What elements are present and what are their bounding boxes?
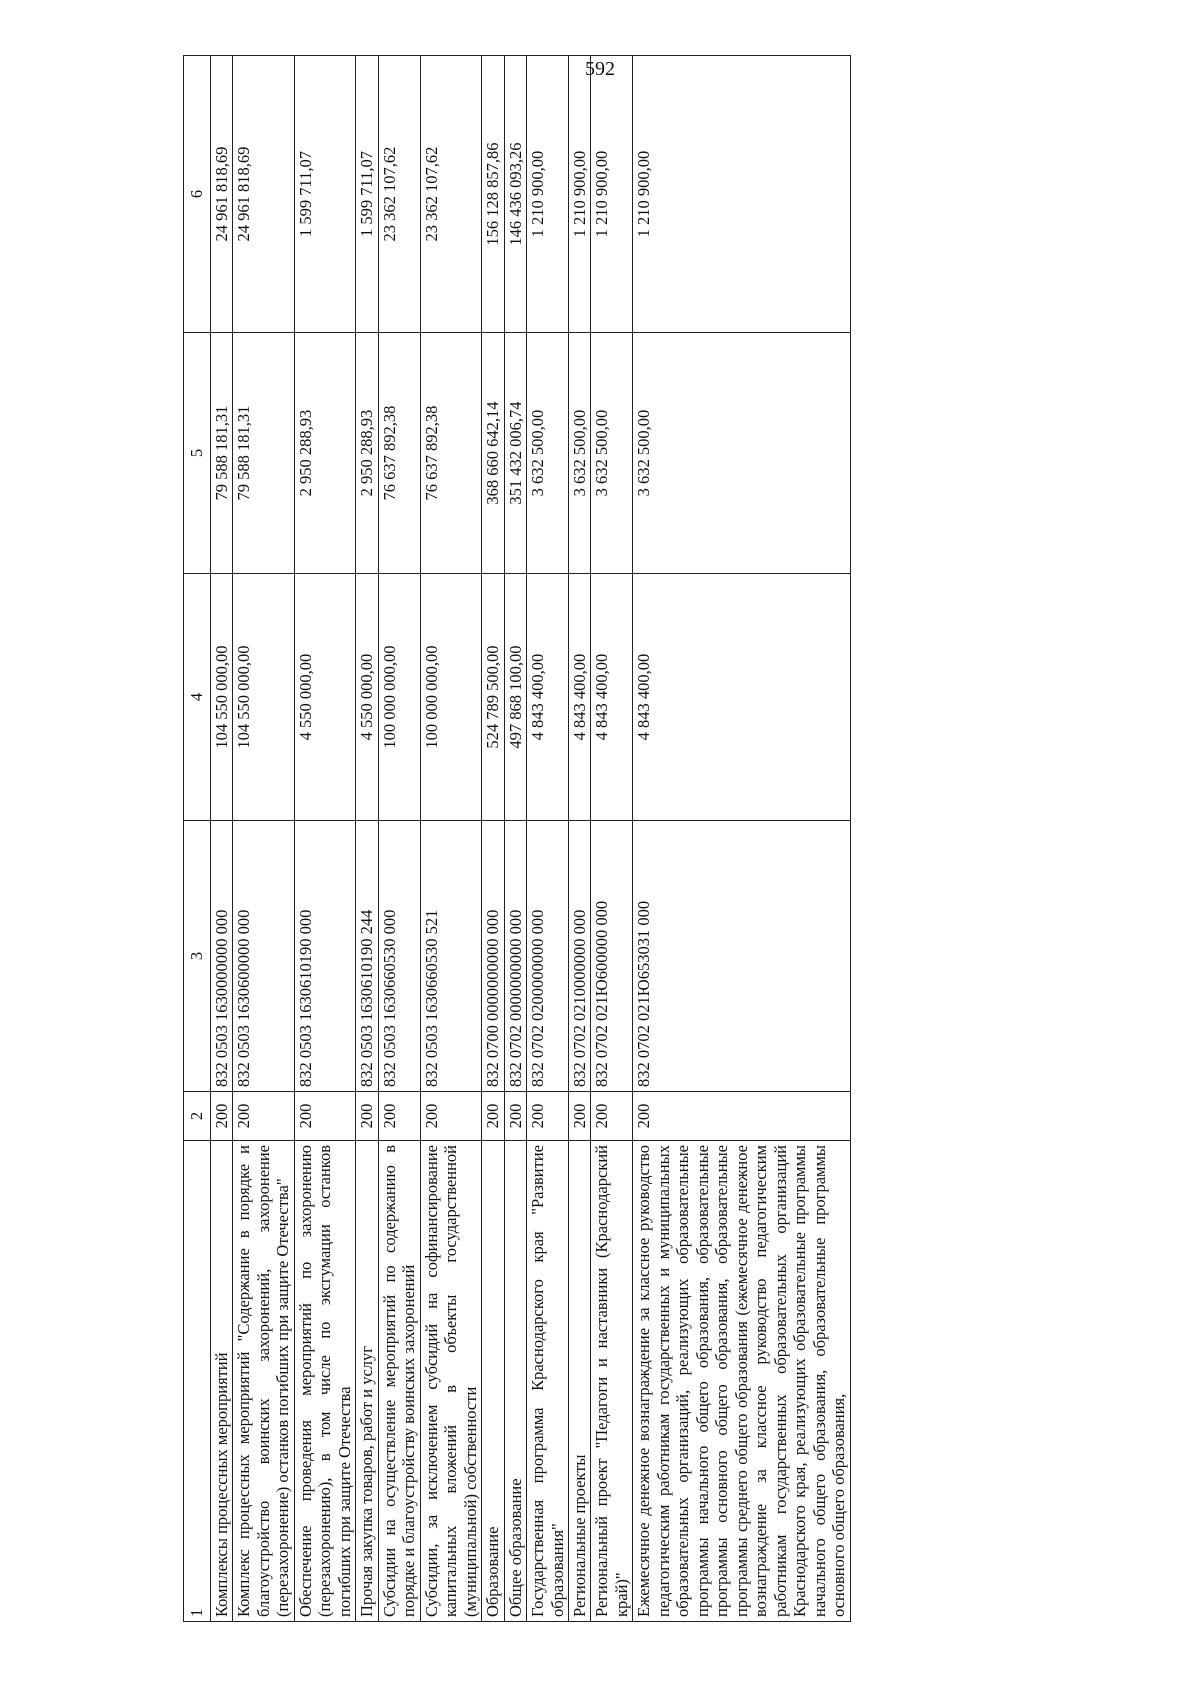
row-fact-cell: 79 588 181,31 xyxy=(211,333,233,574)
row-code-cell: 200 xyxy=(504,1092,526,1141)
row-name-cell: Региональный проект "Педагоги и наставники (Краснодарский край)" xyxy=(591,1141,633,1622)
row-fact-cell: 2 950 288,93 xyxy=(356,333,378,574)
row-plan-cell: 104 550 000,00 xyxy=(211,574,233,821)
page-number: 592 xyxy=(585,58,615,80)
row-name-cell: Субсидии, за исключением субсидий на софинансирование капитальных вложений в объекты государственной (муниципальной) собственности xyxy=(420,1141,481,1622)
row-fact-cell: 3 632 500,00 xyxy=(527,333,569,574)
row-plan-cell: 4 843 400,00 xyxy=(527,574,569,821)
row-rest-cell: 156 128 857,86 xyxy=(482,56,504,333)
row-kbk-cell: 832 0702 0000000000 000 xyxy=(504,821,526,1092)
row-fact-cell: 3 632 500,00 xyxy=(633,333,850,574)
row-name-cell: Субсидии на осуществление мероприятий по содержанию в порядке и благоустройству воинских захоронений xyxy=(378,1141,420,1622)
row-kbk-cell: 832 0503 1630660530 521 xyxy=(420,821,481,1092)
row-rest-cell: 1 210 900,00 xyxy=(568,56,590,333)
row-rest-cell: 1 210 900,00 xyxy=(633,56,850,333)
row-fact-cell: 351 432 006,74 xyxy=(504,333,526,574)
header-col-1: 1 xyxy=(184,1141,211,1622)
row-fact-cell: 79 588 181,31 xyxy=(233,333,294,574)
row-fact-cell: 2 950 288,93 xyxy=(294,333,355,574)
row-kbk-cell: 832 0702 0200000000 000 xyxy=(527,821,569,1092)
row-kbk-cell: 832 0503 1630600000 000 xyxy=(233,821,294,1092)
table-row xyxy=(591,56,633,1622)
row-code-cell: 200 xyxy=(420,1092,481,1141)
row-name-cell: Комплекс процессных мероприятий "Содержание в порядке и благоустройство воинских захоронений, захоронение (перезахоронение) останков погибших при защите Отечества" xyxy=(233,1141,294,1622)
table-row xyxy=(211,56,233,1622)
row-plan-cell: 497 868 100,00 xyxy=(504,574,526,821)
table-body xyxy=(211,56,851,1622)
table-row xyxy=(568,56,590,1622)
row-fact-cell: 76 637 892,38 xyxy=(378,333,420,574)
header-col-3: 3 xyxy=(184,821,211,1092)
row-plan-cell: 4 550 000,00 xyxy=(356,574,378,821)
table-row xyxy=(504,56,526,1622)
row-rest-cell: 1 599 711,07 xyxy=(294,56,355,333)
row-name-cell: Общее образование xyxy=(504,1141,526,1622)
row-name-cell: Государственная программа Краснодарского края "Развитие образования" xyxy=(527,1141,569,1622)
row-code-cell: 200 xyxy=(211,1092,233,1141)
row-rest-cell: 1 599 711,07 xyxy=(356,56,378,333)
header-col-6: 6 xyxy=(184,56,211,333)
row-plan-cell: 104 550 000,00 xyxy=(233,574,294,821)
row-code-cell: 200 xyxy=(482,1092,504,1141)
row-kbk-cell: 832 0702 021Ю653031 000 xyxy=(633,821,850,1092)
row-plan-cell: 100 000 000,00 xyxy=(420,574,481,821)
row-code-cell: 200 xyxy=(233,1092,294,1141)
header-col-4: 4 xyxy=(184,574,211,821)
row-fact-cell: 3 632 500,00 xyxy=(591,333,633,574)
table-row xyxy=(527,56,569,1622)
row-kbk-cell: 832 0702 021Ю600000 000 xyxy=(591,821,633,1092)
row-code-cell: 200 xyxy=(591,1092,633,1141)
table-row xyxy=(482,56,504,1622)
row-code-cell: 200 xyxy=(527,1092,569,1141)
row-fact-cell: 76 637 892,38 xyxy=(420,333,481,574)
row-code-cell: 200 xyxy=(294,1092,355,1141)
row-name-cell: Комплексы процессных мероприятий xyxy=(211,1141,233,1622)
row-name-cell: Региональные проекты xyxy=(568,1141,590,1622)
table-row xyxy=(356,56,378,1622)
row-name-cell: Образование xyxy=(482,1141,504,1622)
row-kbk-cell: 832 0503 1630000000 000 xyxy=(211,821,233,1092)
table-row xyxy=(294,56,355,1622)
table-row xyxy=(233,56,294,1622)
row-kbk-cell: 832 0702 0210000000 000 xyxy=(568,821,590,1092)
budget-table xyxy=(183,55,851,1622)
table-row xyxy=(378,56,420,1622)
row-plan-cell: 4 843 400,00 xyxy=(633,574,850,821)
row-plan-cell: 4 843 400,00 xyxy=(568,574,590,821)
row-fact-cell: 3 632 500,00 xyxy=(568,333,590,574)
row-plan-cell: 4 550 000,00 xyxy=(294,574,355,821)
header-col-5: 5 xyxy=(184,333,211,574)
row-rest-cell: 146 436 093,26 xyxy=(504,56,526,333)
row-plan-cell: 524 789 500,00 xyxy=(482,574,504,821)
row-code-cell: 200 xyxy=(378,1092,420,1141)
row-rest-cell: 1 210 900,00 xyxy=(591,56,633,333)
header-col-2: 2 xyxy=(184,1092,211,1141)
row-fact-cell: 368 660 642,14 xyxy=(482,333,504,574)
table-row xyxy=(633,56,850,1622)
row-kbk-cell: 832 0503 1630660530 000 xyxy=(378,821,420,1092)
row-code-cell: 200 xyxy=(356,1092,378,1141)
row-rest-cell: 23 362 107,62 xyxy=(378,56,420,333)
row-rest-cell: 23 362 107,62 xyxy=(420,56,481,333)
row-code-cell: 200 xyxy=(633,1092,850,1141)
row-rest-cell: 24 961 818,69 xyxy=(211,56,233,333)
rotated-table-container xyxy=(183,110,1109,1622)
row-name-cell: Обеспечение проведения мероприятий по захоронению (перезахоронению), в том числе по эксгумации останков погибших при защите Отечества xyxy=(294,1141,355,1622)
row-kbk-cell: 832 0700 0000000000 000 xyxy=(482,821,504,1092)
row-name-cell: Прочая закупка товаров, работ и услуг xyxy=(356,1141,378,1622)
row-plan-cell: 100 000 000,00 xyxy=(378,574,420,821)
row-kbk-cell: 832 0503 1630610190 244 xyxy=(356,821,378,1092)
row-rest-cell: 1 210 900,00 xyxy=(527,56,569,333)
row-plan-cell: 4 843 400,00 xyxy=(591,574,633,821)
row-code-cell: 200 xyxy=(568,1092,590,1141)
table-row xyxy=(420,56,481,1622)
row-name-cell: Ежемесячное денежное вознаграждение за классное руководство педагогическим работникам государственных и муниципальных образовательных организаций, реализующих образовательные программы начального общего образования, образовательные программы основного общего образования, образовательные программы среднего общего образования (ежемесячное денежное вознаграждение за классное руководство педагогическим работникам государственных образовательных организаций Краснодарского края, реализующих образовательные программы начального общего образования, образовательные программы основного общего образования, xyxy=(633,1141,850,1622)
row-rest-cell: 24 961 818,69 xyxy=(233,56,294,333)
header-row xyxy=(184,56,211,1622)
row-kbk-cell: 832 0503 1630610190 000 xyxy=(294,821,355,1092)
